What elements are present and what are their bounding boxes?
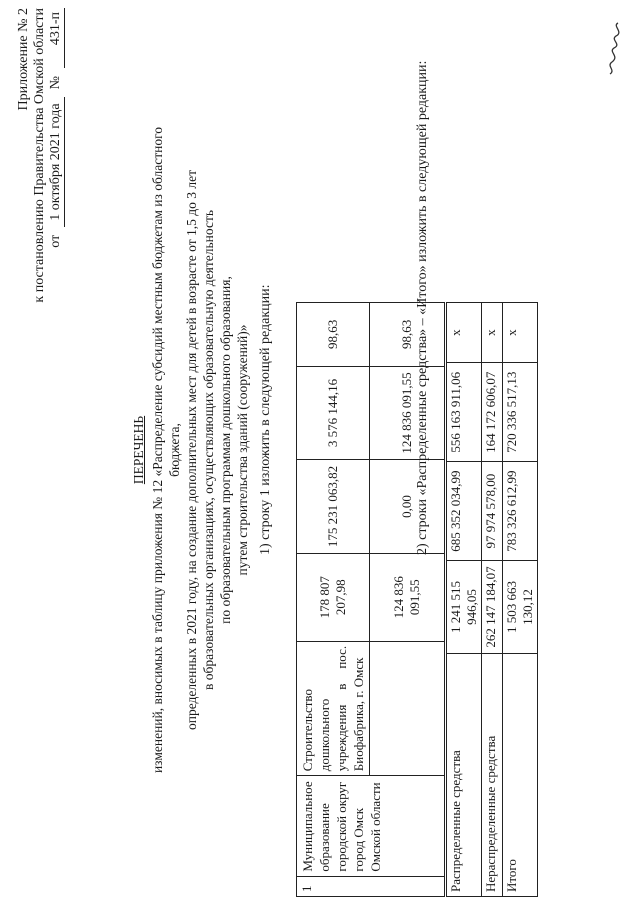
value-cell: 3 576 144,16 <box>297 366 370 459</box>
value-cell: 0,00 <box>370 460 445 553</box>
value-cell: 97 974 578,00 <box>482 462 503 561</box>
value-cell: 262 147 184,07 <box>482 560 503 653</box>
page-title: ПЕРЕЧЕНЬ <box>131 415 146 485</box>
value-cell: 178 807 207,98 <box>297 553 370 641</box>
value-cell: 98,63 <box>297 303 370 367</box>
table-row <box>503 303 538 897</box>
decree-date: 1 октября 2021 года <box>48 97 65 226</box>
value-cell: 720 336 517,13 <box>503 363 538 462</box>
totals-table <box>446 302 538 897</box>
instruction-2: 2) строки «Распределенные средства» – «Итого» изложить в следующей редакции: <box>415 60 430 555</box>
heading-line-4: по образовательным программам дошкольного образования, <box>218 276 233 624</box>
row-number: 1 <box>297 876 445 896</box>
instruction-1: 1) строку 1 изложить в следующей редакции: <box>258 284 273 555</box>
construction-cell-empty <box>370 641 445 775</box>
value-cell: 1 241 515 946,05 <box>447 560 482 653</box>
value-cell: 98,63 <box>370 303 445 367</box>
value-cell: х <box>482 303 503 363</box>
heading-line-1: изменений, вносимых в таблицу приложения № 12 «Распределение субсидий местным бюджетам из областного бюджета, <box>150 126 182 774</box>
value-cell: 685 352 034,99 <box>447 462 482 561</box>
signature-mark <box>590 18 630 78</box>
value-cell: 1 503 663 130,12 <box>503 560 538 653</box>
table-row <box>482 303 503 897</box>
value-cell: 124 836 091,55 <box>370 366 445 459</box>
value-cell: 556 163 911,06 <box>447 363 482 462</box>
value-cell: 175 231 063,82 <box>297 460 370 553</box>
appendix-date-row <box>48 8 65 338</box>
appendix-header <box>16 8 65 338</box>
value-cell: 124 836 091,55 <box>370 553 445 641</box>
appendix-line1: Приложение № 2 <box>16 8 31 111</box>
municipality-cell: Муниципальное образование городской округ город Омск Омской области <box>297 776 445 876</box>
construction-cell: Строительство дошкольного учреждения в пос. Биофабрика, г. Омск <box>297 641 370 775</box>
table-row <box>297 303 370 897</box>
table-row <box>447 303 482 897</box>
heading-line-3: в образовательных организациях, осуществляющих образовательную деятельность <box>201 210 216 690</box>
row-name: Нераспределенные средства <box>482 653 503 896</box>
appendix-line2: к постановлению Правительства Омской области <box>32 8 47 303</box>
heading-line-2: определенных в 2021 году, на создание дополнительных мест для детей в возрасте от 1,5 до 3 лет <box>184 169 199 731</box>
value-cell: 164 172 606,07 <box>482 363 503 462</box>
decree-number: 431-п <box>48 8 65 68</box>
row-name: Распределенные средства <box>447 653 482 896</box>
value-cell: х <box>447 303 482 363</box>
heading-line-5: путем строительства зданий (сооружений)» <box>235 324 250 576</box>
value-cell: 783 326 612,99 <box>503 462 538 561</box>
number-label: № <box>48 76 63 90</box>
row-name: Итого <box>503 653 538 896</box>
heading <box>130 115 251 785</box>
value-cell: х <box>503 303 538 363</box>
from-label: от <box>48 234 63 248</box>
